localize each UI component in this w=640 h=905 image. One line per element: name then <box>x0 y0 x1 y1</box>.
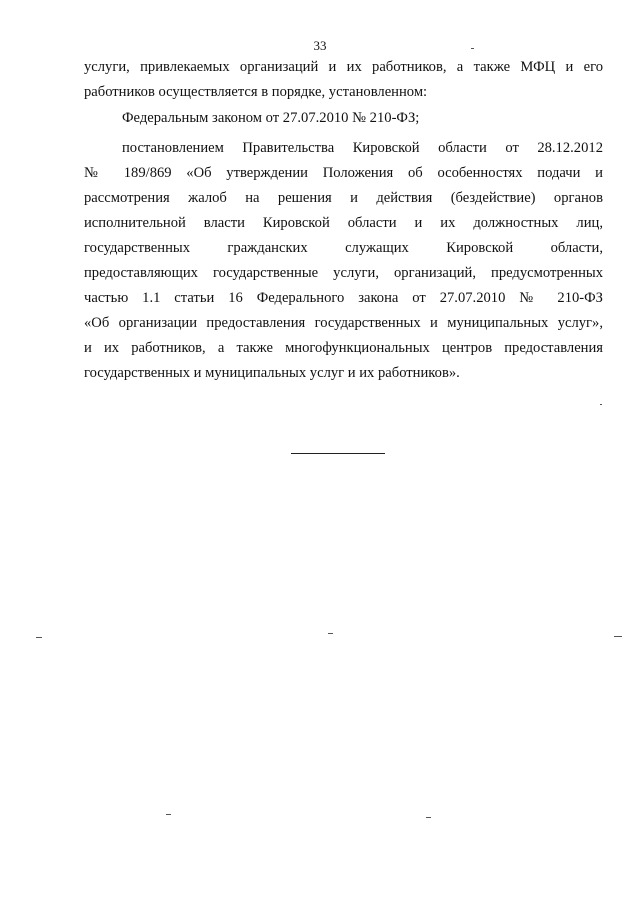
text-line: и их работников, а также многофункциональных центров предоставления <box>84 340 603 356</box>
text-line: № 189/869 «Об утверждении Положения об особенностях подачи и <box>84 165 603 181</box>
scan-speck <box>36 637 42 638</box>
page-number: 33 <box>313 38 327 53</box>
paragraph-resolution <box>84 136 603 386</box>
text-line: Федеральным законом от 27.07.2010 № 210-ФЗ; <box>122 110 420 126</box>
text-line: работников осуществляется в порядке, установленном: <box>84 84 428 100</box>
text-line: услуги, привлекаемых организаций и их работников, а также МФЦ и его <box>84 59 603 75</box>
text-line: государственных и муниципальных услуг и их работников». <box>84 365 460 381</box>
text-line: исполнительной власти Кировской области и их должностных лиц, <box>84 215 603 231</box>
text-line: государственных гражданских служащих Кировской области, <box>84 240 603 256</box>
scan-speck <box>600 404 602 405</box>
text-line: «Об организации предоставления государственных и муниципальных услуг», <box>84 315 603 331</box>
scan-speck <box>328 633 333 634</box>
scan-speck <box>166 814 171 815</box>
paragraph-intro <box>84 55 603 105</box>
text-line: постановлением Правительства Кировской области от 28.12.2012 <box>122 140 603 156</box>
text-line: рассмотрения жалоб на решения и действия (бездействие) органов <box>84 190 603 206</box>
paragraph-federal-law <box>84 106 603 131</box>
scan-speck <box>426 817 431 818</box>
text-line: частью 1.1 статьи 16 Федерального закона от 27.07.2010 № 210-ФЗ <box>84 290 603 306</box>
scan-speck <box>471 48 474 49</box>
scan-speck <box>614 636 622 637</box>
separator-line <box>291 453 385 454</box>
text-line: предоставляющих государственные услуги, организаций, предусмотренных <box>84 265 603 281</box>
